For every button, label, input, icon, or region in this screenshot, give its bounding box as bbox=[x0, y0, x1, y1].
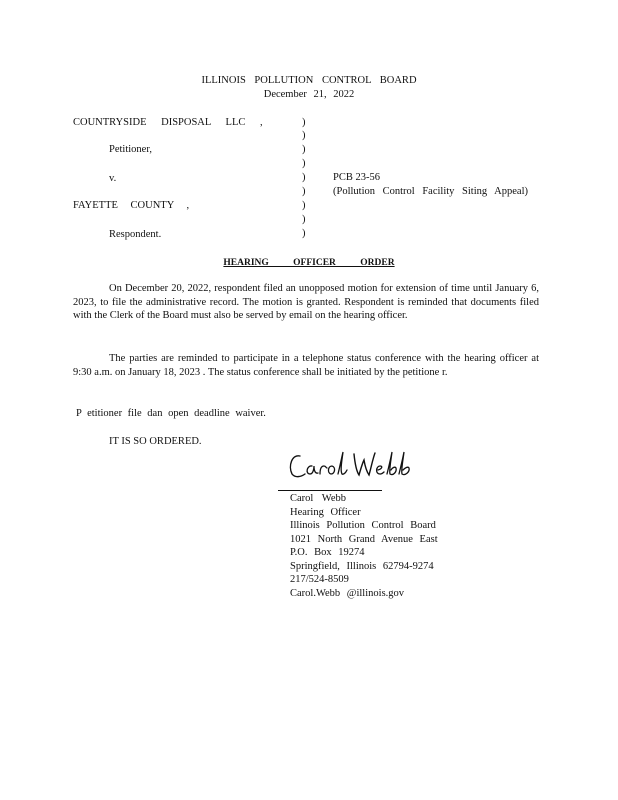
case-type: (Pollution Control Facility Siting Appeal) bbox=[333, 186, 528, 197]
address-city: Springfield, Illinois 62794-9274 bbox=[290, 560, 434, 572]
address-po-box: P.O. Box 19274 bbox=[290, 547, 365, 558]
respondent-role: Respondent. bbox=[109, 229, 162, 240]
agency-name: ILLINOIS POLLUTION CONTROL BOARD bbox=[201, 75, 417, 86]
signer-title: Hearing Officer bbox=[290, 506, 361, 518]
versus-label: v. bbox=[109, 173, 117, 184]
caption-paren: ) bbox=[302, 130, 306, 141]
signature-image bbox=[286, 448, 416, 482]
body-paragraph: On December 20, 2022, respondent filed an unopposed motion for extension of time until January 6, 2023, to file the administrative record. The motion is granted. Respondent is reminded that documents filed with the Clerk of the Board must also be served by email on the hearing officer. bbox=[73, 283, 539, 321]
caption-paren: ) bbox=[302, 172, 306, 183]
body-paragraph: P etitioner file dan open deadline waiver. bbox=[76, 408, 266, 419]
signer-name: Carol Webb bbox=[290, 493, 346, 504]
caption-paren: ) bbox=[302, 228, 306, 239]
case-number: PCB 23-56 bbox=[333, 172, 380, 183]
petitioner-role: Petitioner, bbox=[109, 144, 153, 155]
caption-paren: ) bbox=[302, 214, 306, 225]
respondent-name: FAYETTE COUNTY , bbox=[73, 200, 190, 211]
signature-line bbox=[278, 490, 382, 491]
closing-statement: IT IS SO ORDERED. bbox=[109, 436, 202, 447]
address-street: 1021 North Grand Avenue East bbox=[290, 533, 438, 545]
phone-number: 217/524-8509 bbox=[290, 574, 349, 585]
order-title bbox=[0, 256, 618, 271]
signer-agency: Illinois Pollution Control Board bbox=[290, 520, 436, 531]
caption-paren: ) bbox=[302, 186, 306, 197]
caption-paren: ) bbox=[302, 200, 306, 211]
petitioner-name: COUNTRYSIDE DISPOSAL LLC , bbox=[73, 117, 263, 128]
order-title-text: HEARING OFFICER ORDER bbox=[223, 258, 395, 268]
body-paragraph: The parties are reminded to participate in a telephone status conference with the hearing officer at 9:30 a.m. on January 18, 2023 . The status conference shall be initiated by the petitione r. bbox=[73, 353, 539, 378]
caption-paren: ) bbox=[302, 117, 306, 128]
caption-paren: ) bbox=[302, 158, 306, 169]
signature-block bbox=[290, 492, 438, 600]
order-date: December 21, 2022 bbox=[263, 89, 355, 100]
caption-paren: ) bbox=[302, 144, 306, 155]
email-address: Carol.Webb @illinois.gov bbox=[290, 587, 405, 599]
